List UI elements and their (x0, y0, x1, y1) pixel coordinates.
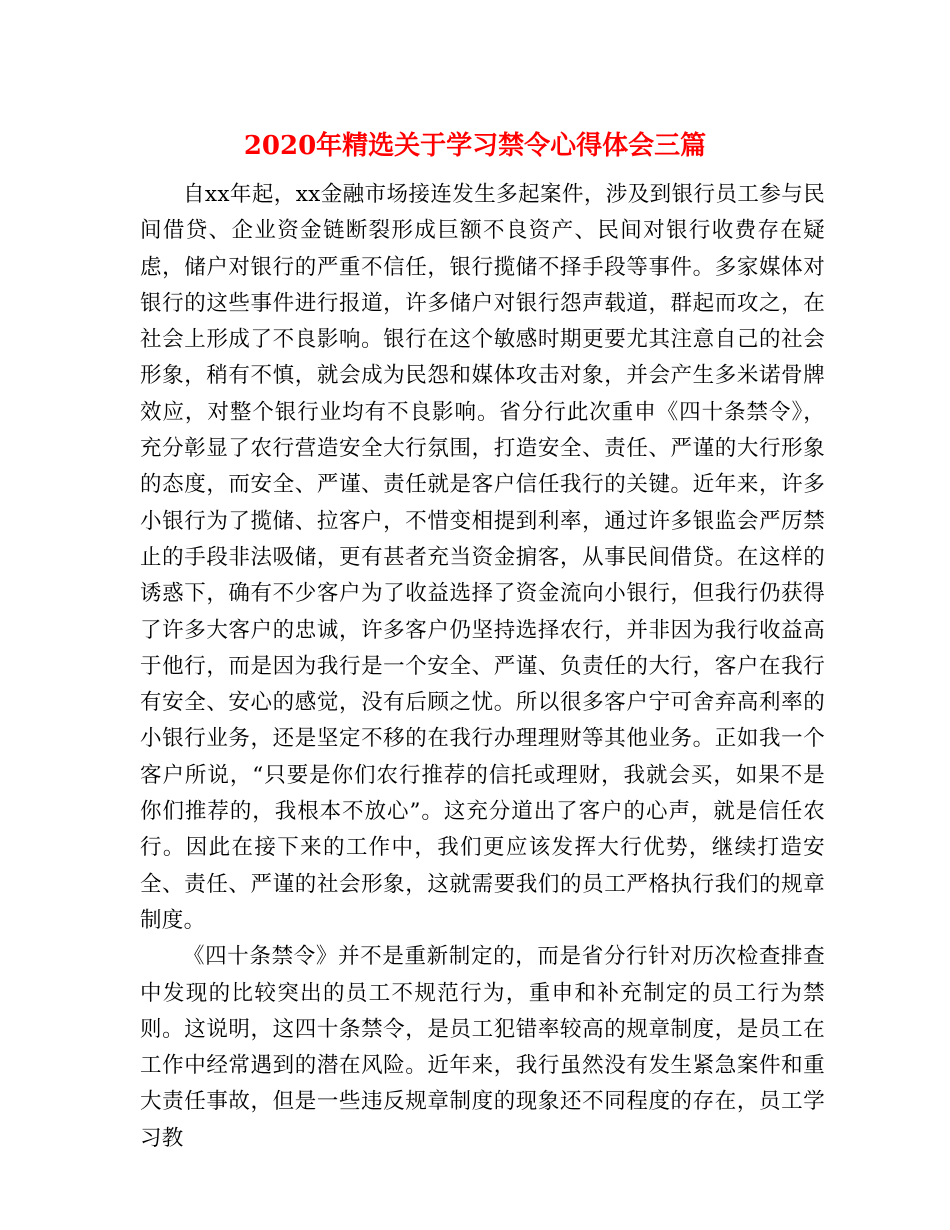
document-body (140, 177, 825, 1157)
paragraph-2: 《四十条禁令》并不是重新制定的，而是省分行针对历次检查排查中发现的比较突出的员工不规范行为，重申和补充制定的员工行为禁则。这说明，这四十条禁令，是员工犯错率较高的规章制度，是员工在工作中经常遇到的潜在风险。近年来，我行虽然没有发生紧急案件和重大责任事故，但是一些违反规章制度的现象还不同程度的存在，员工学习教 (140, 944, 825, 1151)
document-title: 2020年精选关于学习禁令心得体会三篇 (243, 131, 707, 161)
paragraph-1: 自xx年起，xx金融市场接连发生多起案件，涉及到银行员工参与民间借贷、企业资金链断裂形成巨额不良资产、民间对银行收费存在疑虑，储户对银行的严重不信任，银行揽储不择手段等事件。多家媒体对银行的这些事件进行报道，许多储户对银行怨声载道，群起而攻之，在社会上形成了不良影响。银行在这个敏感时期更要尤其注意自己的社会形象，稍有不慎，就会成为民怨和媒体攻击对象，并会产生多米诺骨牌效应，对整个银行业均有不良影响。省分行此次重申《四十条禁令》，充分彰显了农行营造安全大行氛围，打造安全、责任、严谨的大行形象的态度，而安全、严谨、责任就是客户信任我行的关键。近年来，许多小银行为了揽储、拉客户，不惜变相提到利率，通过许多银监会严厉禁止的手段非法吸储，更有甚者充当资金掮客，从事民间借贷。在这样的诱惑下，确有不少客户为了收益选择了资金流向小银行，但我行仍获得了许多大客户的忠诚，许多客户仍坚持选择农行，并非因为我行收益高于他行，而是因为我行是一个安全、严谨、负责任的大行，客户在我行有安全、安心的感觉，没有后顾之忧。所以很多客户宁可舍弃高利率的小银行业务，还是坚定不移的在我行办理理财等其他业务。正如我一个客户所说，“只要是你们农行推荐的信托或理财，我就会买，如果不是你们推荐的，我根本不放心”。这充分道出了客户的心声，就是信任农行。因此在接下来的工作中，我们更应该发挥大行优势，继续打造安全、责任、严谨的社会形象，这就需要我们的员工严格执行我们的规章制度。 (140, 182, 825, 933)
